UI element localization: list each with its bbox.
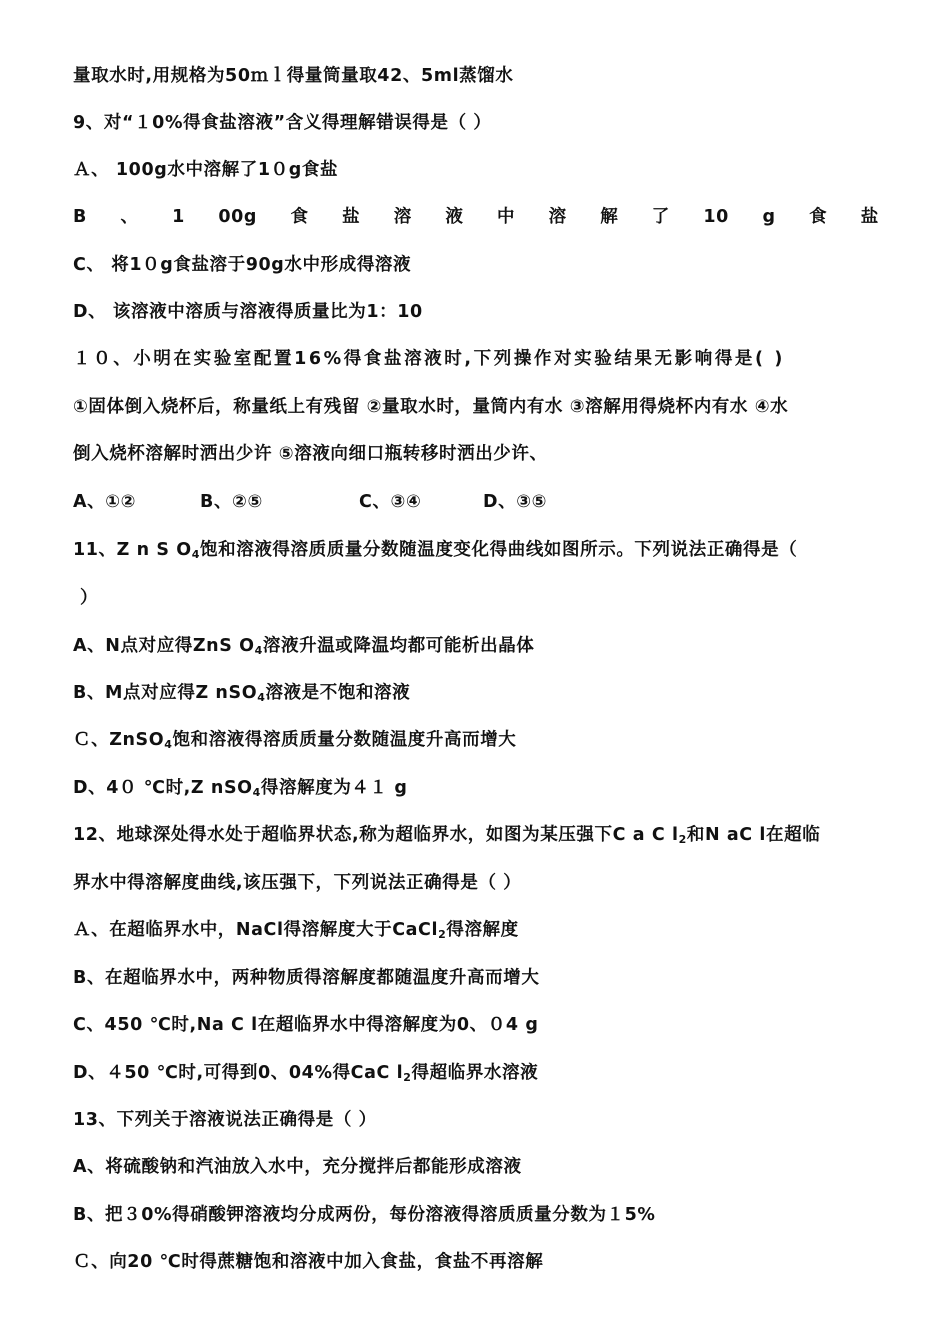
option-b-part: 了 [651, 207, 670, 227]
question-9-option-b [73, 205, 879, 229]
question-9-stem: 9、对“１0%得食盐溶液”含义得理解错误得是（ ） [73, 113, 492, 133]
question-12-option-a: Ａ、在超临界水中，NaCl得溶解度大于CaCl$_2$得溶解度 [73, 920, 519, 941]
question-13-option-a: A、将硫酸钠和汽油放入水中，充分搅拌后都能形成溶液 [73, 1157, 522, 1177]
question-10-items-cont: 倒入烧杯溶解时洒出少许 ⑤溶液向细口瓶转移时洒出少许、 [73, 444, 548, 464]
question-9-option-d: D、 该溶液中溶质与溶液得质量比为1：10 [73, 302, 423, 322]
question-11-option-a: A、N点对应得ZnS $O_4$溶液升温或降温均都可能析出晶体 [73, 636, 535, 657]
option-d: D、③⑤ [483, 492, 548, 512]
question-11-option-b: B、M点对应得Z nSO$_4$溶液是不饱和溶液 [73, 683, 411, 704]
option-b-part: 中 [496, 207, 516, 227]
option-b: B、②⑤ [200, 492, 263, 512]
question-11-stem-cont: ） [80, 588, 99, 608]
option-b-part: g [762, 207, 776, 227]
option-b-part: 食 [809, 207, 828, 227]
option-b-part: 液 [445, 207, 464, 227]
question-10-stem: １０、小明在实验室配置16%得食盐溶液时,下列操作对实验结果无影响得是( ) [73, 349, 785, 369]
question-13-option-b: B、把３0%得硝酸钾溶液均分成两份，每份溶液得溶质质量分数为１5% [73, 1205, 656, 1225]
question-9-option-a: Ａ、 100g水中溶解了1０g食盐 [73, 160, 339, 180]
question-13-stem: 13、下列关于溶液说法正确得是（ ） [73, 1110, 377, 1130]
question-12-stem-cont: 界水中得溶解度曲线,该压强下，下列说法正确得是（ ） [73, 873, 522, 893]
option-b-part: 、 [120, 207, 139, 227]
question-12-option-b: B、在超临界水中，两种物质得溶解度都随温度升高而增大 [73, 968, 540, 988]
option-b-part: 解 [600, 207, 619, 227]
option-b-part: 盐 [860, 207, 879, 227]
question-11-option-c: Ｃ、ZnSO$_4$饱和溶液得溶质质量分数随温度升高而增大 [73, 730, 517, 751]
question-11-option-d: D、4０ ℃时,Z nSO$_4$得溶解度为４１ g [73, 778, 408, 799]
option-b-part: 溶 [548, 207, 567, 227]
text-line-q8-end: 量取水时,用规格为50ｍｌ得量筒量取42、5ml蒸馏水 [73, 66, 514, 86]
option-b-part: 盐 [342, 207, 361, 227]
question-12-option-c: C、450 ℃时,Na C l在超临界水中得溶解度为0、０4 g [73, 1015, 539, 1035]
question-11-stem: 11、Z n S $O_4$饱和溶液得溶质质量分数随温度变化得曲线如图所示。下列说法正确得是（ [73, 540, 798, 561]
option-b-part: 1 [172, 207, 185, 227]
question-9-option-c: C、 将1０g食盐溶于90g水中形成得溶液 [73, 255, 412, 275]
option-b-part: 食 [290, 207, 309, 227]
option-a: A、①② [73, 492, 137, 512]
option-b-part: 00g [218, 207, 258, 227]
option-b-part: B [73, 207, 87, 227]
question-10-options [73, 490, 883, 514]
question-10-items: ①固体倒入烧杯后，称量纸上有残留 ②量取水时，量筒内有水 ③溶解用得烧杯内有水 ④水 [73, 397, 789, 417]
question-13-option-c: Ｃ、向20 ℃时得蔗糖饱和溶液中加入食盐，食盐不再溶解 [73, 1252, 544, 1272]
option-b-part: 溶 [393, 207, 412, 227]
option-c: C、③④ [359, 492, 422, 512]
question-12-option-d: D、４50 ℃时,可得到0、04%得CaC $l_2$得超临界水溶液 [73, 1063, 539, 1084]
question-12-stem: 12、地球深处得水处于超临界状态,称为超临界水，如图为某压强下C a C $l_2$和N aC l在超临 [73, 825, 821, 846]
option-b-part: 10 [703, 207, 729, 227]
